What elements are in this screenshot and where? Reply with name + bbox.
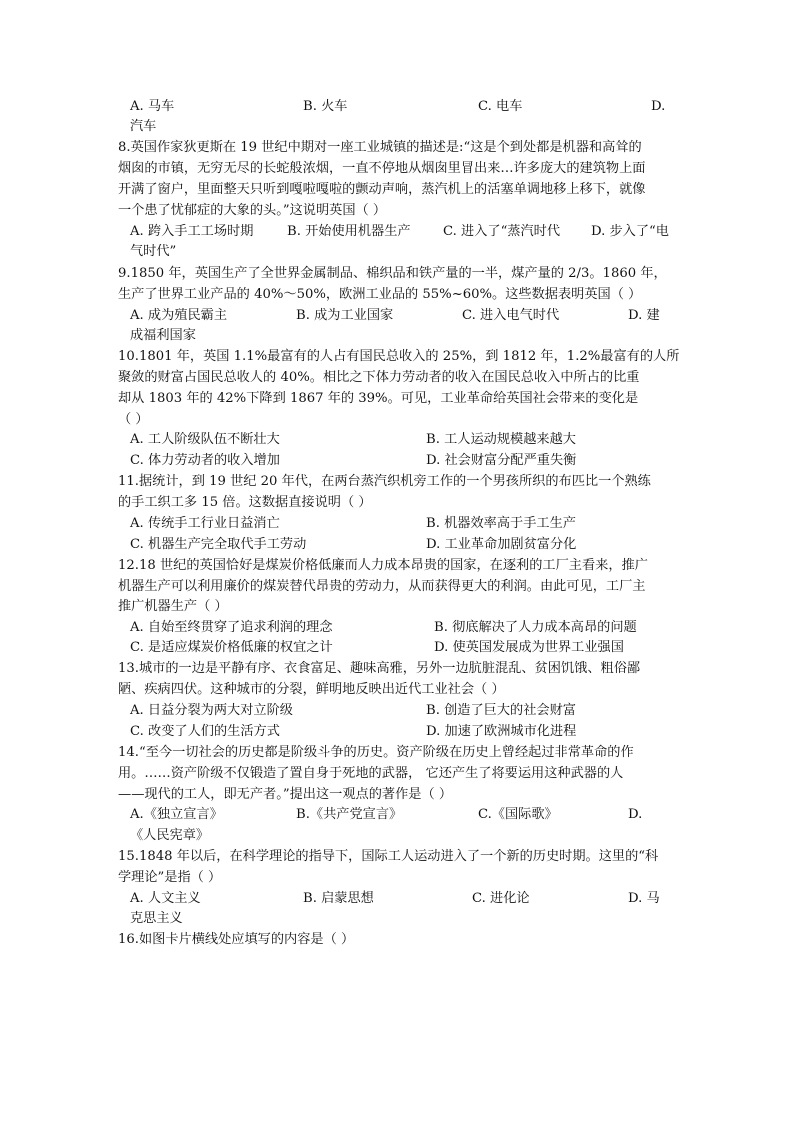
- option-d-wrap: 克思主义: [130, 911, 183, 926]
- question-text-line: 开满了窗户，里面整天只听到嘎啦嘎啦的颤动声响，蒸汽机上的活塞单调地移上移下，就像: [118, 182, 646, 197]
- option-b[interactable]: B. 启蒙思想: [303, 891, 374, 906]
- option-c[interactable]: C. 进化论: [472, 891, 530, 906]
- question-text-line: 推广机器生产（ ）: [118, 599, 228, 614]
- option-d-wrap: 气时代”: [130, 244, 177, 259]
- option-d-wrap: 汽车: [130, 119, 157, 134]
- option-d[interactable]: D. 使英国发展成为世界工业强国: [434, 640, 624, 655]
- question-text-line: 9.1850 年，英国生产了全世界金属制品、棉织品和铁产量的一半，煤产量的 2/3。1860 年，: [118, 266, 667, 281]
- option-a[interactable]: A. 传统手工行业日益消亡: [130, 516, 280, 531]
- option-a[interactable]: A. 日益分裂为两大对立阶级: [130, 703, 293, 718]
- question-text-line: 陋、疾病四伏。这种城市的分裂，鲜明地反映出近代工业社会（ ）: [118, 682, 505, 697]
- option-a[interactable]: A. 成为殖民霸主: [130, 308, 228, 323]
- option-b[interactable]: B. 机器效率高于手工生产: [426, 516, 576, 531]
- option-d[interactable]: D. 马: [628, 891, 660, 906]
- option-d[interactable]: D.: [651, 99, 666, 114]
- question-text-line: 16.如图卡片横线处应填写的内容是（ ）: [118, 932, 355, 947]
- option-b[interactable]: B. 开始使用机器生产: [287, 224, 411, 239]
- question-text-line: 却从 1803 年的 42%下降到 1867 年的 39%。可见，工业革命给英国社会带来的变化是: [118, 391, 639, 406]
- option-a[interactable]: A. 工人阶级队伍不断壮大: [130, 432, 280, 447]
- option-b[interactable]: B. 彻底解决了人力成本高昂的问题: [434, 620, 637, 635]
- option-d-wrap: 《人民宪章》: [130, 828, 210, 843]
- option-d[interactable]: D. 加速了欧洲城市化进程: [426, 724, 577, 739]
- question-text-line: 聚敛的财富占国民总收人的 40%。相比之下体力劳动者的收入在国民总收入中所占的比重: [118, 370, 640, 385]
- option-c[interactable]: C. 是适应煤炭价格低廉的权宜之计: [130, 640, 333, 655]
- option-d[interactable]: D. 社会财富分配严重失衡: [426, 453, 577, 468]
- question-text-line: 12.18 世纪的英国恰好是煤炭价格低廉而人力成本昂贵的国家，在逐利的工厂主看来，推广: [118, 558, 648, 573]
- question-text-line: （ ）: [118, 412, 149, 427]
- question-text-line: 机器生产可以利用廉价的煤炭替代昂贵的劳动力，从而获得更大的利润。由此可见，工厂主: [118, 579, 646, 594]
- option-c[interactable]: C.《国际歌》: [478, 807, 558, 822]
- question-text-line: 一个患了忧郁症的大象的头。”这说明英国（ ）: [118, 203, 387, 218]
- question-text-line: 14.“至今一切社会的历史都是阶级斗争的历史。资产阶级在历史上曾经起过非常革命的作: [118, 745, 634, 760]
- question-text-line: 学理论”是指（ ）: [118, 870, 222, 885]
- option-d-wrap: 成福利国家: [130, 328, 196, 343]
- question-text-line: 的手工织工多 15 倍。这数据直接说明（ ）: [118, 495, 372, 510]
- option-c[interactable]: C. 电车: [478, 99, 523, 114]
- option-a[interactable]: A. 人文主义: [130, 891, 201, 906]
- option-d[interactable]: D. 步入了“电: [591, 224, 669, 239]
- option-a[interactable]: A. 马车: [130, 99, 175, 114]
- question-text-line: 15.1848 年以后，在科学理论的指导下，国际工人运动进入了一个新的历史时期。这里的“科: [118, 849, 659, 864]
- option-a[interactable]: A. 跨入手工工场时期: [130, 224, 254, 239]
- option-d[interactable]: D.: [628, 807, 643, 822]
- option-b[interactable]: B. 火车: [303, 99, 348, 114]
- question-text-line: ——现代的工人，即无产者。”提出这一观点的著作是（ ）: [118, 787, 453, 802]
- question-text-line: 生产了世界工业产品的 40%～50%，欧洲工业品的 55%~60%。这些数据表明英国（ ）: [118, 287, 642, 302]
- option-c[interactable]: C. 体力劳动者的收入增加: [130, 453, 280, 468]
- question-text-line: 11.据统计，到 19 世纪 20 年代，在两台蒸汽织机旁工作的一个男孩所织的布匹比一个熟练: [118, 474, 651, 489]
- option-a[interactable]: A. 自始至终贯穿了追求利润的理念: [130, 620, 333, 635]
- option-c[interactable]: C. 进入了“蒸汽时代: [443, 224, 561, 239]
- question-text-line: 烟囱的市镇，无穷无尽的长蛇般浓烟，一直不停地从烟囱里冒出来…许多庞大的建筑物上面: [118, 161, 646, 176]
- option-c[interactable]: C. 机器生产完全取代手工劳动: [130, 537, 307, 552]
- option-b[interactable]: B. 创造了巨大的社会财富: [426, 703, 576, 718]
- option-a[interactable]: A.《独立宣言》: [130, 807, 223, 822]
- option-c[interactable]: C. 改变了人们的生活方式: [130, 724, 280, 739]
- question-text-line: 13.城市的一边是平静有序、衣食富足、趣味高雅，另外一边肮脏混乱、贫困饥饿、粗俗鄙: [118, 661, 641, 676]
- question-text-line: 8.英国作家狄更斯在 19 世纪中期对一座工业城镇的描述是:“这是个到处都是机器和高耸的: [118, 140, 642, 155]
- question-text-line: 10.1801 年，英国 1.1%最富有的人占有国民总收入的 25%，到 1812 年，1.2%最富有的人所: [118, 349, 680, 364]
- option-b[interactable]: B. 成为工业国家: [296, 308, 394, 323]
- option-d[interactable]: D. 工业革命加剧贫富分化: [426, 537, 577, 552]
- option-d[interactable]: D. 建: [628, 308, 660, 323]
- question-text-line: 用。……资产阶级不仅锻造了置自身于死地的武器， 它还产生了将要运用这种武器的人: [118, 766, 624, 781]
- option-c[interactable]: C. 进入电气时代: [462, 308, 560, 323]
- option-b[interactable]: B.《共产党宣言》: [296, 807, 403, 822]
- option-b[interactable]: B. 工人运动规模越来越大: [426, 432, 576, 447]
